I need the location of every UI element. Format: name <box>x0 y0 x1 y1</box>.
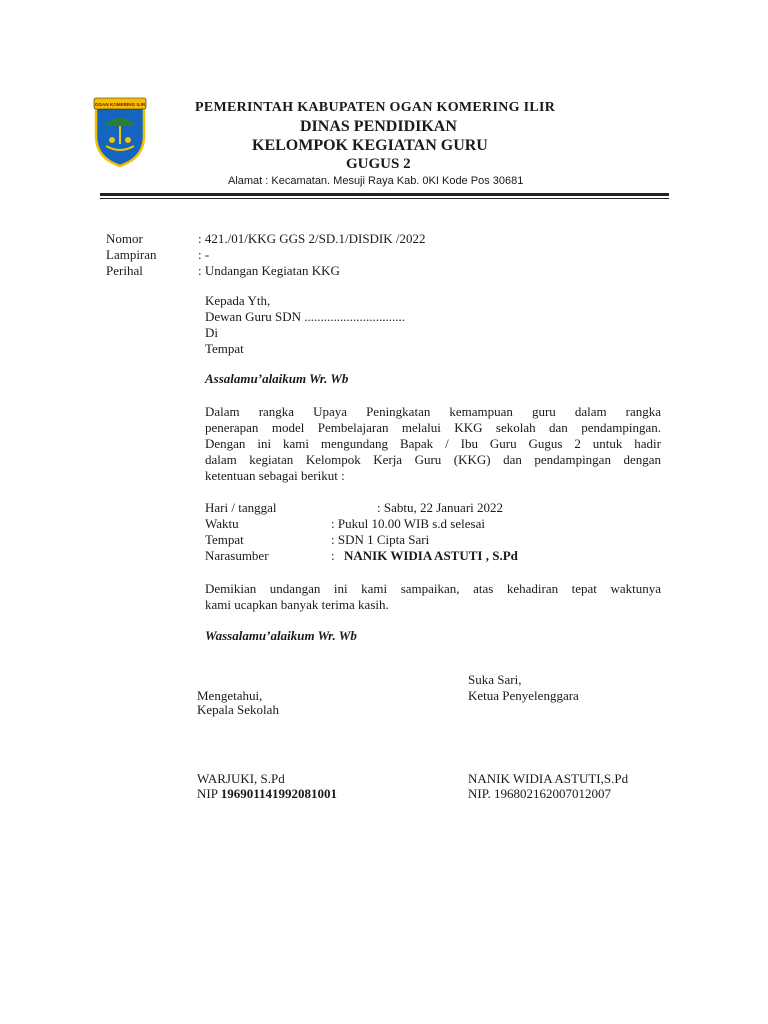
letterhead-department: DINAS PENDIDIKAN <box>300 118 457 135</box>
waktu-label: Waktu <box>205 516 239 531</box>
closing-line: Demikian undangan ini kami sampaikan, atas kehadiran tepat waktunya <box>205 581 661 596</box>
tempat-label: Tempat <box>205 532 244 547</box>
body-line: Dengan ini kami mengundang Bapak / Ibu Guru Gugus 2 untuk hadir <box>205 436 661 451</box>
body-paragraph <box>205 404 661 484</box>
lampiran-label: Lampiran <box>106 247 157 262</box>
letterhead-divider-thick <box>100 193 669 196</box>
signature-right-nip: NIP. 196802162007012007 <box>468 786 612 801</box>
perihal-label: Perihal <box>106 263 143 278</box>
emblem-banner-text: OGAN KOMERING ILIR <box>94 102 146 107</box>
signature-right-name: NANIK WIDIA ASTUTI,S.Pd <box>468 771 629 786</box>
regency-emblem-icon <box>92 96 148 168</box>
letterhead-government: PEMERINTAH KABUPATEN OGAN KOMERING ILIR <box>195 100 556 115</box>
closing-paragraph <box>205 581 661 613</box>
hari-value: : Sabtu, 22 Januari 2022 <box>377 500 504 515</box>
nomor-value: : 421./01/KKG GGS 2/SD.1/DISDIK /2022 <box>198 231 426 246</box>
body-line: dalam kegiatan Kelompok Kerja Guru (KKG) dan pendampingan dengan <box>205 452 661 467</box>
tempat-value: : SDN 1 Cipta Sari <box>331 532 430 547</box>
signature-left-title-1: Mengetahui, <box>197 688 263 703</box>
signature-right-title: Ketua Penyelenggara <box>468 688 579 703</box>
signature-left-name: WARJUKI, S.Pd <box>197 771 285 786</box>
signature-left-title-2: Kepala Sekolah <box>197 702 279 717</box>
nip-number: 196901141992081001 <box>220 786 338 801</box>
recipient-line-1: Kepada Yth, <box>205 293 271 308</box>
letterhead-address: Alamat : Kecamatan. Mesuji Raya Kab. 0KI Kode Pos 30681 <box>228 175 524 187</box>
body-line: Dalam rangka Upaya Peningkatan kemampuan guru dalam rangka <box>205 404 661 419</box>
recipient-line-2: Dewan Guru SDN ............................... <box>205 309 406 324</box>
nomor-label: Nomor <box>106 231 143 246</box>
waktu-value: : Pukul 10.00 WIB s.d selesai <box>331 516 485 531</box>
body-line: ketentuan sebagai berikut : <box>205 468 345 483</box>
signature-place: Suka Sari, <box>468 672 522 687</box>
closing-salutation: Wassalamu’alaikum Wr. Wb <box>205 628 357 643</box>
lampiran-value: : - <box>198 247 210 262</box>
signature-left-nip <box>197 786 337 802</box>
opening-greeting: Assalamu’alaikum Wr. Wb <box>205 371 349 386</box>
recipient-line-4: Tempat <box>205 341 244 356</box>
closing-line: kami ucapkan banyak terima kasih. <box>205 597 389 612</box>
narasumber-colon: : <box>331 548 335 563</box>
hari-label: Hari / tanggal <box>205 500 277 515</box>
letterhead-cluster: GUGUS 2 <box>346 156 411 172</box>
narasumber-label: Narasumber <box>205 548 269 563</box>
nip-label: NIP <box>197 786 221 801</box>
perihal-value: : Undangan Kegiatan KKG <box>198 263 340 278</box>
letterhead-divider-thin <box>100 198 669 199</box>
letterhead-group: KELOMPOK KEGIATAN GURU <box>252 137 488 154</box>
narasumber-value: NANIK WIDIA ASTUTI , S.Pd <box>344 548 518 563</box>
recipient-line-3: Di <box>205 325 218 340</box>
body-line: penerapan model Pembelajaran melalui KKG sekolah dan pendampingan. <box>205 420 661 435</box>
